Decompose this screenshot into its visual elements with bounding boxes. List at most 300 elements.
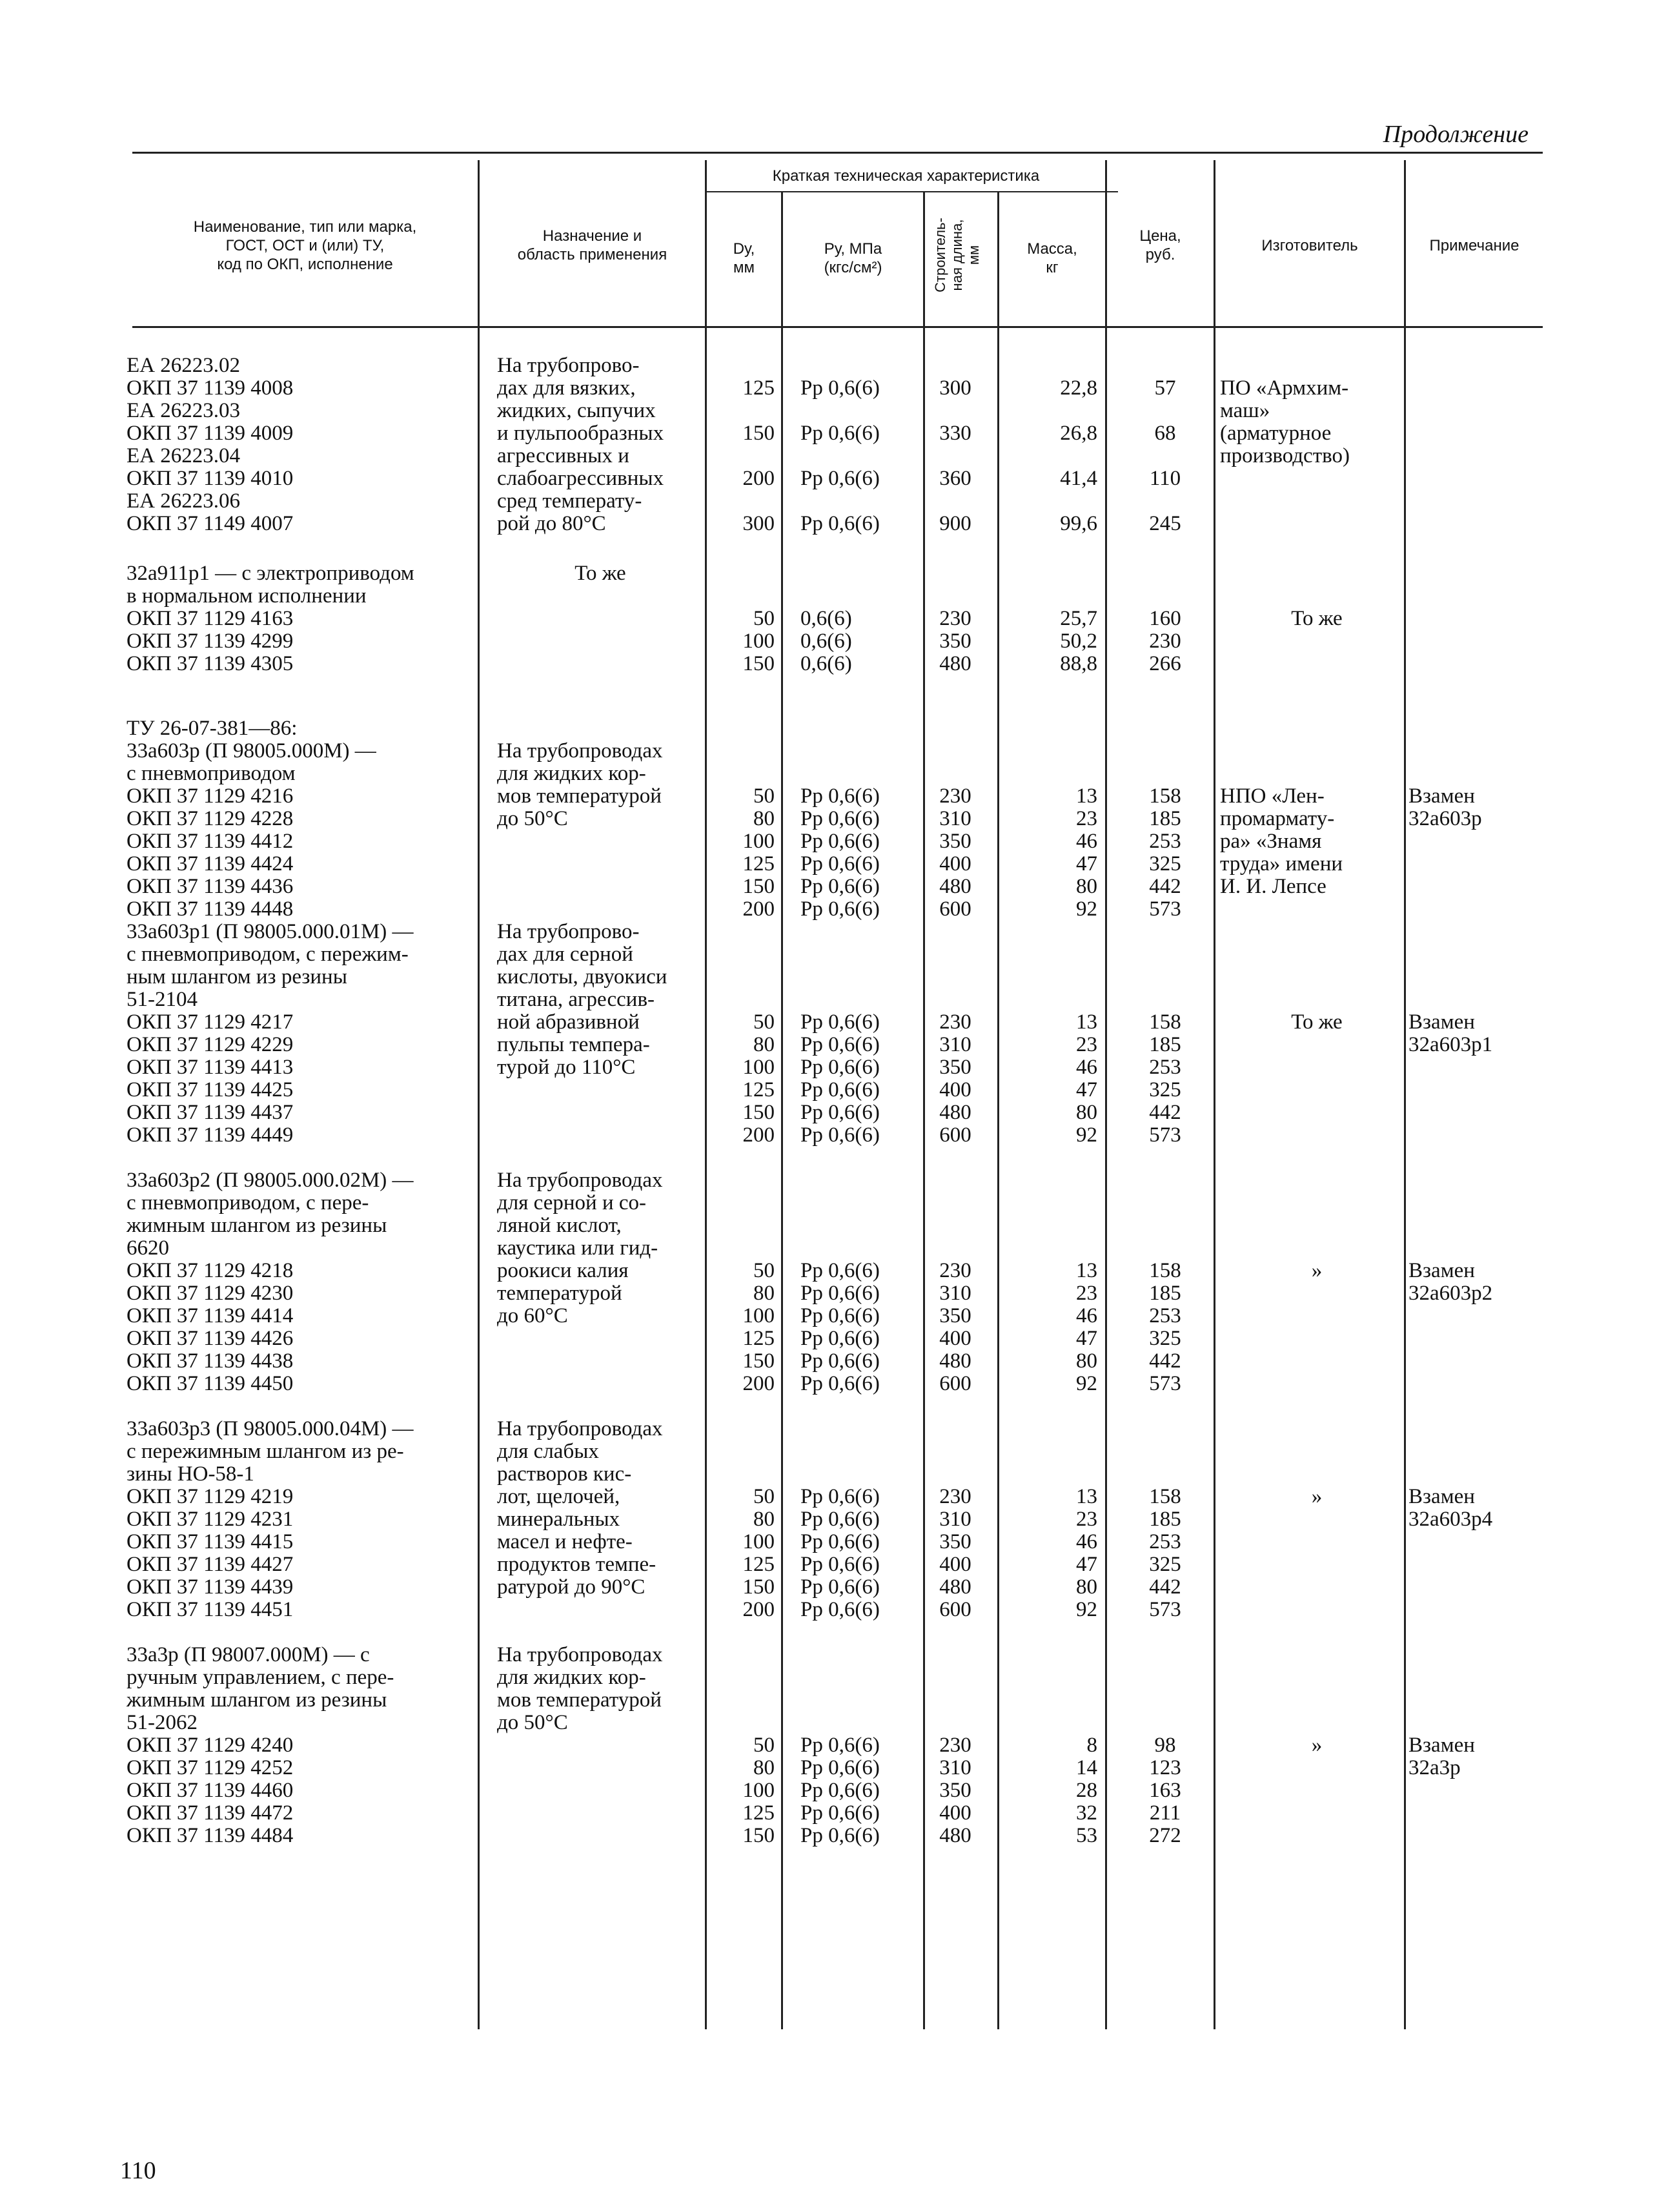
cell-name: ЕА 26223.04 <box>127 444 240 467</box>
cell-name: ОКП 37 1139 4009 <box>127 422 294 445</box>
cell-length: 400 <box>939 1801 971 1825</box>
cell-dn: 50 <box>753 1485 775 1508</box>
cell-mass: 92 <box>1076 1372 1097 1395</box>
cell-maker: труда» имени <box>1220 852 1343 876</box>
cell-price: 158 <box>1149 1259 1181 1282</box>
cell-pn: Pр 0,6(6) <box>800 1801 880 1825</box>
cell-name: 33а3р (П 98007.000М) — с <box>127 1643 370 1666</box>
cell-length: 600 <box>939 897 971 921</box>
cell-name: ОКП 37 1139 4484 <box>127 1824 294 1847</box>
cell-name: ОКП 37 1129 4216 <box>127 784 294 808</box>
cell-dn: 50 <box>753 1010 775 1034</box>
cell-mass: 80 <box>1076 1101 1097 1124</box>
table-top-rule <box>132 152 1543 154</box>
header-line: ГОСТ, ОСТ и (или) ТУ, <box>225 236 385 254</box>
cell-maker: ра» «Знамя <box>1220 830 1322 853</box>
cell-dn: 150 <box>742 1824 775 1847</box>
cell-maker: НПО «Лен- <box>1220 784 1325 808</box>
cell-dn: 80 <box>753 1033 775 1056</box>
cell-name: ОКП 37 1139 4438 <box>127 1349 294 1373</box>
cell-mass: 13 <box>1076 784 1097 808</box>
cell-name: ТУ 26-07-381—86: <box>127 717 298 740</box>
cell-pn: Pр 0,6(6) <box>800 1056 880 1079</box>
cell-name: ОКП 37 1139 4449 <box>127 1123 294 1147</box>
cell-name: ОКП 37 1139 4448 <box>127 897 294 921</box>
cell-length: 300 <box>939 376 971 400</box>
cell-mass: 46 <box>1076 1304 1097 1327</box>
cell-application: ной абразивной <box>497 1010 640 1034</box>
cell-price: 253 <box>1149 1304 1181 1327</box>
cell-dn: 125 <box>742 1078 775 1101</box>
header-maker: Изготовитель <box>1261 236 1358 254</box>
cell-name: ОКП 37 1139 4008 <box>127 376 294 400</box>
cell-note: Взамен <box>1408 1010 1475 1034</box>
cell-application: лот, щелочей, <box>497 1485 620 1508</box>
cell-name: 6620 <box>127 1236 169 1260</box>
cell-application: минеральных <box>497 1508 620 1531</box>
cell-length: 350 <box>939 630 971 653</box>
cell-mass: 8 <box>1086 1734 1097 1757</box>
cell-pn: Pр 0,6(6) <box>800 784 880 808</box>
cell-name: 32а911р1 — с электроприводом <box>127 562 414 585</box>
cell-application: дах для вязких, <box>497 376 636 400</box>
cell-dn: 50 <box>753 607 775 630</box>
cell-name: 33а603р1 (П 98005.000.01М) — <box>127 920 414 943</box>
cell-application: сред температу- <box>497 489 642 513</box>
cell-application: масел и нефте- <box>497 1530 633 1553</box>
cell-length: 480 <box>939 1575 971 1599</box>
header-name <box>132 168 478 323</box>
cell-application: продуктов темпе- <box>497 1553 656 1576</box>
cell-dn: 100 <box>742 1530 775 1553</box>
cell-length: 310 <box>939 1282 971 1305</box>
cell-length: 480 <box>939 875 971 898</box>
cell-mass: 13 <box>1076 1485 1097 1508</box>
cell-dn: 150 <box>742 652 775 675</box>
cell-application: до 60°С <box>497 1304 568 1327</box>
cell-note: 32а603р2 <box>1408 1282 1493 1305</box>
cell-name: ОКП 37 1139 4450 <box>127 1372 294 1395</box>
cell-price: 185 <box>1149 1282 1181 1305</box>
cell-application: каустика или гид- <box>497 1236 658 1260</box>
cell-price: 160 <box>1149 607 1181 630</box>
cell-pn: Pр 0,6(6) <box>800 1756 880 1779</box>
cell-length: 230 <box>939 1259 971 1282</box>
cell-name: ручным управлением, с пере- <box>127 1666 394 1689</box>
cell-pn: Pр 0,6(6) <box>800 1508 880 1531</box>
cell-mass: 80 <box>1076 875 1097 898</box>
cell-application: титана, агрессив- <box>497 988 655 1011</box>
cell-maker: И. И. Лепсе <box>1220 875 1326 898</box>
cell-price: 253 <box>1149 830 1181 853</box>
cell-name: ОКП 37 1129 4229 <box>127 1033 294 1056</box>
header-note: Примечание <box>1429 236 1519 254</box>
cell-price: 123 <box>1149 1756 1181 1779</box>
cell-mass: 80 <box>1076 1575 1097 1599</box>
cell-application: кислоты, двуокиси <box>497 965 667 988</box>
cell-mass: 23 <box>1076 1033 1097 1056</box>
cell-name: ОКП 37 1129 4219 <box>127 1485 294 1508</box>
cell-pn: Pр 0,6(6) <box>800 1101 880 1124</box>
cell-mass: 88,8 <box>1060 652 1097 675</box>
cell-price: 573 <box>1149 1598 1181 1621</box>
cell-price: 245 <box>1149 512 1181 535</box>
cell-length: 230 <box>939 607 971 630</box>
cell-application: рой до 80°С <box>497 512 606 535</box>
cell-dn: 200 <box>742 897 775 921</box>
cell-length: 480 <box>939 652 971 675</box>
cell-name: ОКП 37 1139 4424 <box>127 852 294 876</box>
cell-name: ЕА 26223.06 <box>127 489 240 513</box>
cell-mass: 14 <box>1076 1756 1097 1779</box>
cell-pn: Pр 0,6(6) <box>800 1734 880 1757</box>
cell-price: 98 <box>1154 1734 1176 1757</box>
cell-maker: производство) <box>1220 444 1350 467</box>
cell-mass: 26,8 <box>1060 422 1097 445</box>
cell-price: 325 <box>1149 852 1181 876</box>
cell-price: 158 <box>1149 1010 1181 1034</box>
cell-mass: 47 <box>1076 1327 1097 1350</box>
cell-dn: 100 <box>742 1304 775 1327</box>
cell-name: с пневмоприводом, с пережим- <box>127 943 409 966</box>
cell-length: 400 <box>939 852 971 876</box>
cell-dn: 125 <box>742 1327 775 1350</box>
cell-application: На трубопрово- <box>497 920 640 943</box>
cell-name: ЕА 26223.02 <box>127 354 240 377</box>
cell-length: 230 <box>939 1010 971 1034</box>
header-group-title: Краткая техническая характеристика <box>772 167 1040 185</box>
cell-price: 68 <box>1154 422 1176 445</box>
cell-maker: То же <box>1291 1010 1343 1034</box>
cell-application: жидких, сыпучих <box>497 399 656 422</box>
header-line: ная длина, <box>948 219 965 291</box>
cell-price: 185 <box>1149 1508 1181 1531</box>
cell-dn: 80 <box>753 1282 775 1305</box>
cell-pn: Pр 0,6(6) <box>800 852 880 876</box>
cell-pn: Pр 0,6(6) <box>800 830 880 853</box>
cell-length: 310 <box>939 1508 971 1531</box>
cell-note: Взамен <box>1408 784 1475 808</box>
cell-name: ОКП 37 1139 4415 <box>127 1530 294 1553</box>
cell-mass: 53 <box>1076 1824 1097 1847</box>
cell-name: ОКП 37 1129 4252 <box>127 1756 294 1779</box>
cell-note: Взамен <box>1408 1734 1475 1757</box>
cell-length: 600 <box>939 1598 971 1621</box>
cell-mass: 22,8 <box>1060 376 1097 400</box>
cell-name: 33а603р (П 98005.000М) — <box>127 739 376 763</box>
cell-price: 253 <box>1149 1530 1181 1553</box>
cell-application: и пульпообразных <box>497 422 664 445</box>
cell-application: На трубопроводах <box>497 1417 663 1440</box>
cell-name: ОКП 37 1139 4412 <box>127 830 294 853</box>
cell-application: турой до 110°С <box>497 1056 636 1079</box>
header-dn <box>707 194 781 323</box>
cell-dn: 150 <box>742 1575 775 1599</box>
cell-pn: Pр 0,6(6) <box>800 376 880 400</box>
cell-mass: 47 <box>1076 1078 1097 1101</box>
cell-length: 330 <box>939 422 971 445</box>
header-bottom-rule <box>132 326 1543 328</box>
cell-pn: Pр 0,6(6) <box>800 1598 880 1621</box>
cell-mass: 13 <box>1076 1010 1097 1034</box>
column-rule <box>781 191 783 2029</box>
cell-dn: 100 <box>742 630 775 653</box>
cell-pn: 0,6(6) <box>800 630 852 653</box>
cell-dn: 50 <box>753 1259 775 1282</box>
cell-name: ОКП 37 1139 4439 <box>127 1575 294 1599</box>
cell-name: 51-2104 <box>127 988 198 1011</box>
cell-length: 350 <box>939 830 971 853</box>
cell-pn: Pр 0,6(6) <box>800 512 880 535</box>
cell-pn: Pр 0,6(6) <box>800 1824 880 1847</box>
cell-price: 573 <box>1149 1123 1181 1147</box>
cell-note: 32а603р1 <box>1408 1033 1493 1056</box>
cell-length: 310 <box>939 1033 971 1056</box>
header-line: Pу, МПа <box>824 240 882 258</box>
cell-dn: 200 <box>742 1372 775 1395</box>
cell-dn: 125 <box>742 852 775 876</box>
cell-maker: » <box>1311 1259 1323 1282</box>
cell-pn: Pр 0,6(6) <box>800 1282 880 1305</box>
cell-price: 57 <box>1154 376 1176 400</box>
cell-length: 600 <box>939 1372 971 1395</box>
cell-application: температурой <box>497 1282 622 1305</box>
cell-name: ОКП 37 1139 4437 <box>127 1101 294 1124</box>
cell-dn: 100 <box>742 1779 775 1802</box>
cell-mass: 23 <box>1076 807 1097 830</box>
cell-name: ОКП 37 1139 4427 <box>127 1553 294 1576</box>
cell-mass: 13 <box>1076 1259 1097 1282</box>
cell-dn: 150 <box>742 1101 775 1124</box>
header-line: код по ОКП, исполнение <box>217 255 393 273</box>
cell-name: ОКП 37 1129 4231 <box>127 1508 294 1531</box>
cell-pn: Pр 0,6(6) <box>800 1575 880 1599</box>
cell-price: 158 <box>1149 784 1181 808</box>
cell-mass: 25,7 <box>1060 607 1097 630</box>
cell-pn: Pр 0,6(6) <box>800 1259 880 1282</box>
cell-note: 32а603р <box>1408 807 1482 830</box>
cell-length: 480 <box>939 1824 971 1847</box>
cell-name: ОКП 37 1139 4426 <box>127 1327 294 1350</box>
cell-dn: 125 <box>742 376 775 400</box>
cell-pn: Pр 0,6(6) <box>800 1372 880 1395</box>
cell-application: мов температурой <box>497 784 662 808</box>
cell-application: пульпы темпера- <box>497 1033 650 1056</box>
cell-name: ЕА 26223.03 <box>127 399 240 422</box>
cell-name: ОКП 37 1129 4217 <box>127 1010 294 1034</box>
cell-name: в нормальном исполнении <box>127 584 367 608</box>
cell-dn: 50 <box>753 1734 775 1757</box>
cell-name: ОКП 37 1129 4228 <box>127 807 294 830</box>
cell-pn: Pр 0,6(6) <box>800 1349 880 1373</box>
cell-application: ляной кислот, <box>497 1214 622 1237</box>
cell-dn: 80 <box>753 1508 775 1531</box>
cell-application: слабоагрессивных <box>497 467 664 490</box>
cell-application: для жидких кор- <box>497 762 646 785</box>
cell-maker: ПО «Армхим- <box>1220 376 1349 400</box>
cell-application: На трубопроводах <box>497 1643 663 1666</box>
cell-dn: 80 <box>753 807 775 830</box>
cell-length: 230 <box>939 784 971 808</box>
cell-price: 442 <box>1149 875 1181 898</box>
cell-name: с пережимным шлангом из ре- <box>127 1440 404 1463</box>
cell-pn: Pр 0,6(6) <box>800 1779 880 1802</box>
cell-mass: 23 <box>1076 1508 1097 1531</box>
cell-name: жимным шлангом из резины <box>127 1214 387 1237</box>
cell-price: 230 <box>1149 630 1181 653</box>
cell-mass: 46 <box>1076 1056 1097 1079</box>
cell-length: 400 <box>939 1327 971 1350</box>
cell-dn: 125 <box>742 1553 775 1576</box>
cell-name: ОКП 37 1139 4451 <box>127 1598 294 1621</box>
cell-dn: 100 <box>742 1056 775 1079</box>
cell-name: 51-2062 <box>127 1711 198 1734</box>
cell-mass: 46 <box>1076 830 1097 853</box>
header-line: руб. <box>1145 246 1175 263</box>
cell-mass: 46 <box>1076 1530 1097 1553</box>
cell-pn: Pр 0,6(6) <box>800 1327 880 1350</box>
cell-name: ным шлангом из резины <box>127 965 347 988</box>
cell-mass: 28 <box>1076 1779 1097 1802</box>
cell-application: для серной и со- <box>497 1191 646 1214</box>
page-number: 110 <box>120 2157 156 2184</box>
cell-pn: Pр 0,6(6) <box>800 1530 880 1553</box>
cell-application: дах для серной <box>497 943 633 966</box>
cell-price: 211 <box>1149 1801 1181 1825</box>
cell-application: агрессивных и <box>497 444 629 467</box>
cell-name: ОКП 37 1139 4414 <box>127 1304 294 1327</box>
cell-maker: » <box>1311 1734 1323 1757</box>
cell-length: 400 <box>939 1553 971 1576</box>
cell-mass: 41,4 <box>1060 467 1097 490</box>
cell-mass: 47 <box>1076 1553 1097 1576</box>
cell-pn: Pр 0,6(6) <box>800 875 880 898</box>
cell-length: 230 <box>939 1734 971 1757</box>
cell-note: Взамен <box>1408 1259 1475 1282</box>
header-pn <box>783 194 923 323</box>
column-rule <box>1214 160 1215 2029</box>
cell-pn: Pр 0,6(6) <box>800 807 880 830</box>
cell-maker: промармату- <box>1220 807 1335 830</box>
cell-mass: 50,2 <box>1060 630 1097 653</box>
cell-application: для жидких кор- <box>497 1666 646 1689</box>
cell-price: 185 <box>1149 1033 1181 1056</box>
cell-price: 266 <box>1149 652 1181 675</box>
header-price <box>1107 168 1214 323</box>
header-line: Dу, <box>733 240 755 258</box>
cell-name: ОКП 37 1139 4425 <box>127 1078 294 1101</box>
cell-name: ОКП 37 1129 4230 <box>127 1282 294 1305</box>
cell-name: ОКП 37 1139 4413 <box>127 1056 294 1079</box>
header-line: мм <box>733 259 755 276</box>
cell-length: 480 <box>939 1349 971 1373</box>
cell-length: 310 <box>939 807 971 830</box>
cell-dn: 200 <box>742 1598 775 1621</box>
cell-price: 325 <box>1149 1553 1181 1576</box>
cell-price: 110 <box>1149 467 1181 490</box>
cell-dn: 150 <box>742 1349 775 1373</box>
cell-length: 360 <box>939 467 971 490</box>
cell-name: 33а603р2 (П 98005.000.02М) — <box>127 1169 414 1192</box>
cell-mass: 99,6 <box>1060 512 1097 535</box>
cell-length: 310 <box>939 1756 971 1779</box>
cell-application: На трубопроводах <box>497 1169 663 1192</box>
header-length <box>923 187 991 323</box>
cell-maker: То же <box>1291 607 1343 630</box>
cell-mass: 92 <box>1076 1123 1097 1147</box>
header-line: Масса, <box>1027 240 1077 258</box>
cell-price: 272 <box>1149 1824 1181 1847</box>
cell-pn: Pр 0,6(6) <box>800 1078 880 1101</box>
cell-price: 442 <box>1149 1101 1181 1124</box>
continued-label: Продолжение <box>1383 121 1529 148</box>
cell-pn: Pр 0,6(6) <box>800 1485 880 1508</box>
cell-mass: 47 <box>1076 852 1097 876</box>
cell-application: То же <box>574 562 626 585</box>
cell-mass: 92 <box>1076 897 1097 921</box>
cell-dn: 80 <box>753 1756 775 1779</box>
cell-name: ОКП 37 1129 4240 <box>127 1734 294 1757</box>
cell-note: 32а603р4 <box>1408 1508 1493 1531</box>
cell-name: 33а603р3 (П 98005.000.04М) — <box>127 1417 414 1440</box>
cell-name: ОКП 37 1129 4163 <box>127 607 294 630</box>
cell-name: ОКП 37 1149 4007 <box>127 512 294 535</box>
cell-price: 573 <box>1149 1372 1181 1395</box>
cell-name: ОКП 37 1139 4460 <box>127 1779 294 1802</box>
cell-application: мов температурой <box>497 1688 662 1712</box>
header-line: область применения <box>517 246 667 263</box>
cell-pn: Pр 0,6(6) <box>800 467 880 490</box>
cell-length: 350 <box>939 1304 971 1327</box>
column-rule <box>1105 160 1107 2029</box>
cell-length: 600 <box>939 1123 971 1147</box>
cell-price: 163 <box>1149 1779 1181 1802</box>
header-line: Строитель- <box>931 218 948 292</box>
header-line: мм <box>965 245 982 265</box>
cell-pn: Pр 0,6(6) <box>800 422 880 445</box>
cell-price: 325 <box>1149 1327 1181 1350</box>
group-header-rule <box>705 191 1118 192</box>
cell-application: На трубопрово- <box>497 354 640 377</box>
cell-application: ратурой до 90°С <box>497 1575 645 1599</box>
cell-pn: 0,6(6) <box>800 652 852 675</box>
cell-price: 573 <box>1149 897 1181 921</box>
cell-name: жимным шлангом из резины <box>127 1688 387 1712</box>
cell-pn: Pр 0,6(6) <box>800 1010 880 1034</box>
cell-mass: 92 <box>1076 1598 1097 1621</box>
cell-mass: 23 <box>1076 1282 1097 1305</box>
cell-name: с пневмоприводом <box>127 762 296 785</box>
header-line: Наименование, тип или марка, <box>193 218 417 236</box>
cell-name: ОКП 37 1129 4218 <box>127 1259 294 1282</box>
cell-length: 900 <box>939 512 971 535</box>
cell-dn: 150 <box>742 422 775 445</box>
cell-note: Взамен <box>1408 1485 1475 1508</box>
cell-length: 350 <box>939 1530 971 1553</box>
cell-application: до 50°С <box>497 807 568 830</box>
cell-price: 442 <box>1149 1349 1181 1373</box>
cell-price: 185 <box>1149 807 1181 830</box>
cell-application: На трубопроводах <box>497 739 663 763</box>
header-mass <box>999 194 1105 323</box>
cell-application: роокиси калия <box>497 1259 629 1282</box>
header-line: Назначение и <box>542 227 642 245</box>
cell-mass: 32 <box>1076 1801 1097 1825</box>
cell-note: 32а3р <box>1408 1756 1461 1779</box>
cell-dn: 300 <box>742 512 775 535</box>
cell-dn: 150 <box>742 875 775 898</box>
header-application <box>480 168 705 323</box>
